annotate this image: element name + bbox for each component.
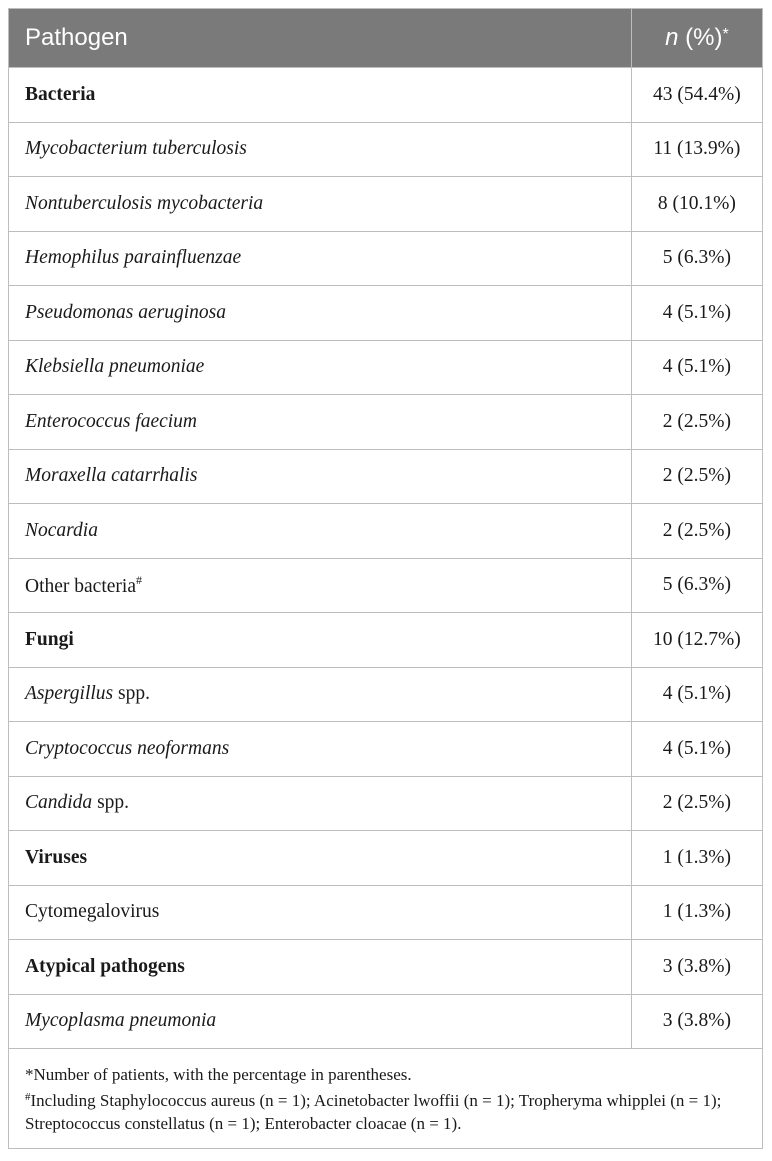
table-row — [9, 667, 763, 722]
pathogen-cell — [9, 231, 632, 286]
header-n: n — [665, 24, 679, 51]
count-percent-cell: 4 (5.1%) — [631, 286, 762, 341]
pathogen-name: Atypical pathogens — [25, 955, 185, 977]
pathogen-cell — [9, 776, 632, 831]
pathogen-name: Aspergillus — [25, 683, 114, 705]
pathogen-name: Candida — [25, 792, 93, 814]
footnotes — [9, 1049, 763, 1149]
header-pct: (%) — [678, 24, 723, 51]
count-percent-cell: 3 (3.8%) — [631, 994, 762, 1049]
count-percent-cell: 1 (1.3%) — [631, 831, 762, 886]
header-footnote-mark: * — [722, 26, 729, 43]
footnote-2 — [25, 1086, 746, 1135]
table-body — [9, 68, 763, 1049]
pathogen-name: Mycoplasma pneumonia — [25, 1010, 217, 1032]
count-percent-cell: 10 (12.7%) — [631, 613, 762, 668]
table-row — [9, 449, 763, 504]
pathogen-cell — [9, 340, 632, 395]
header-count-percent — [631, 9, 762, 68]
count-percent-cell: 2 (2.5%) — [631, 776, 762, 831]
pathogen-name: Viruses — [25, 846, 88, 868]
pathogen-name: Mycobacterium tuberculosis — [25, 138, 247, 160]
footnote-mark: # — [135, 572, 142, 587]
count-percent-cell: 5 (6.3%) — [631, 231, 762, 286]
pathogen-name: Bacteria — [25, 83, 96, 105]
pathogen-cell — [9, 831, 632, 886]
count-percent-cell: 4 (5.1%) — [631, 667, 762, 722]
pathogen-cell — [9, 613, 632, 668]
pathogen-name: Pseudomonas aeruginosa — [25, 301, 226, 323]
pathogen-name: Hemophilus parainfluenzae — [25, 247, 242, 269]
count-percent-cell: 4 (5.1%) — [631, 340, 762, 395]
count-percent-cell: 3 (3.8%) — [631, 940, 762, 995]
pathogen-cell — [9, 286, 632, 341]
count-percent-cell: 43 (54.4%) — [631, 68, 762, 123]
pathogen-suffix: spp. — [113, 683, 150, 705]
pathogen-cell — [9, 722, 632, 777]
pathogen-name: Klebsiella pneumoniae — [25, 356, 205, 378]
pathogen-cell — [9, 122, 632, 177]
pathogen-cell — [9, 449, 632, 504]
pathogen-cell — [9, 885, 632, 940]
count-percent-cell: 2 (2.5%) — [631, 449, 762, 504]
table-row — [9, 940, 763, 995]
count-percent-cell: 2 (2.5%) — [631, 504, 762, 559]
count-percent-cell: 11 (13.9%) — [631, 122, 762, 177]
footnote-2-text: Including Staphylococcus aureus (n = 1); Acinetobacter lwoffii (n = 1); Tropheryma whipplei (n = 1); Streptococcus constellatus (n = 1); Enterobacter cloacae (n = 1). — [25, 1091, 722, 1133]
pathogen-table-container — [8, 8, 763, 1149]
table-row — [9, 776, 763, 831]
table-row — [9, 231, 763, 286]
table-row — [9, 885, 763, 940]
pathogen-name: Moraxella catarrhalis — [25, 465, 198, 487]
pathogen-cell — [9, 558, 632, 613]
pathogen-suffix: spp. — [92, 792, 130, 814]
pathogen-name: Cryptococcus neoformans — [25, 737, 230, 759]
count-percent-cell: 2 (2.5%) — [631, 395, 762, 450]
pathogen-name: Nontuberculosis mycobacteria — [25, 192, 264, 214]
count-percent-cell: 8 (10.1%) — [631, 177, 762, 232]
pathogen-cell — [9, 994, 632, 1049]
pathogen-cell — [9, 395, 632, 450]
table-row — [9, 722, 763, 777]
pathogen-name: Enterococcus faecium — [25, 410, 198, 432]
table-row — [9, 286, 763, 341]
pathogen-name: Other bacteria — [25, 575, 136, 597]
pathogen-name: Fungi — [25, 628, 74, 650]
table-row — [9, 122, 763, 177]
footnote-2-mark: # — [25, 1091, 31, 1103]
pathogen-cell — [9, 940, 632, 995]
count-percent-cell: 4 (5.1%) — [631, 722, 762, 777]
footnote-1: *Number of patients, with the percentage in parentheses. — [25, 1065, 412, 1084]
table-row — [9, 558, 763, 613]
table-row — [9, 613, 763, 668]
table-row — [9, 177, 763, 232]
pathogen-cell — [9, 68, 632, 123]
pathogen-name: Nocardia — [25, 519, 98, 541]
pathogen-cell — [9, 667, 632, 722]
count-percent-cell: 5 (6.3%) — [631, 558, 762, 613]
table-row — [9, 340, 763, 395]
pathogen-table — [8, 8, 763, 1149]
table-row — [9, 395, 763, 450]
table-header-row — [9, 9, 763, 68]
table-row — [9, 68, 763, 123]
pathogen-cell — [9, 177, 632, 232]
pathogen-name: Cytomegalovirus — [25, 901, 160, 923]
pathogen-cell — [9, 504, 632, 559]
table-row — [9, 831, 763, 886]
count-percent-cell: 1 (1.3%) — [631, 885, 762, 940]
footnote-row — [9, 1049, 763, 1149]
table-row — [9, 994, 763, 1049]
header-pathogen: Pathogen — [9, 9, 632, 68]
table-row — [9, 504, 763, 559]
